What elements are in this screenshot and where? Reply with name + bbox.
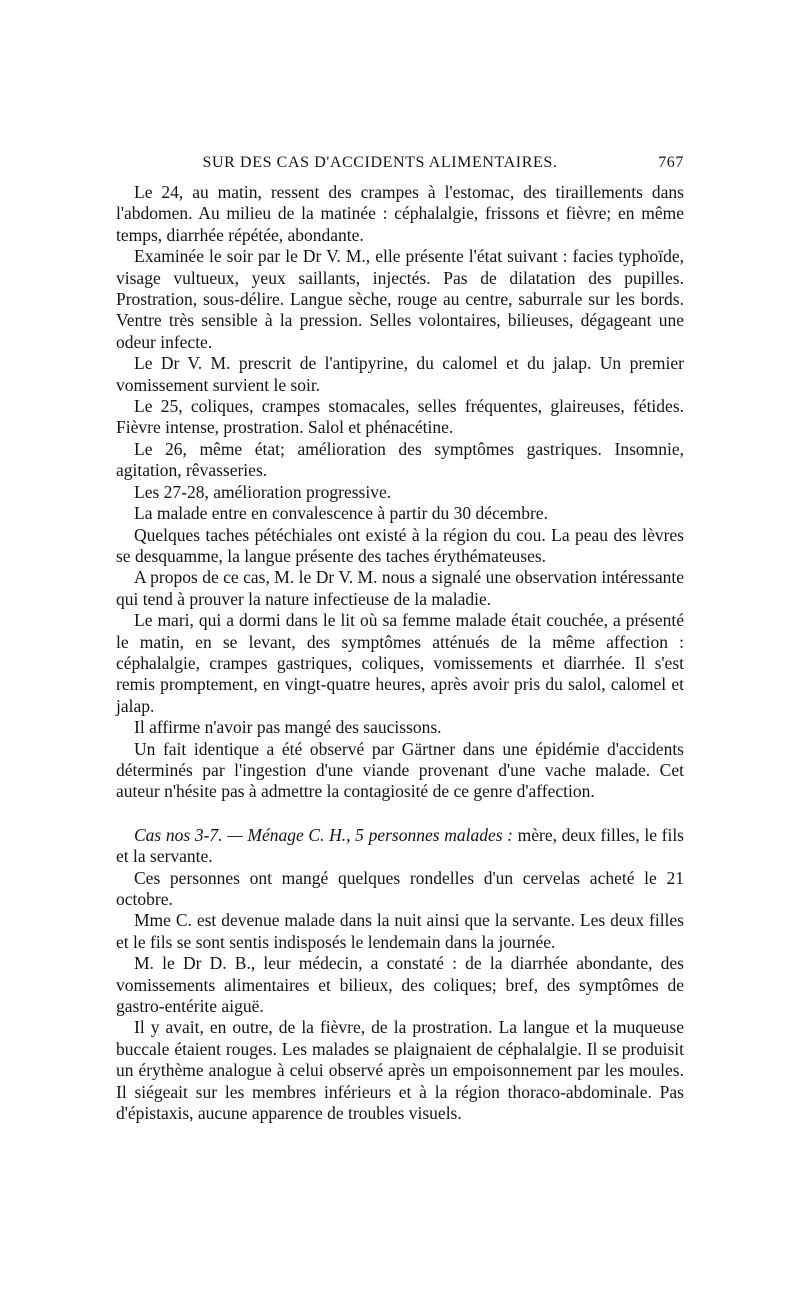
paragraph: Le 24, au matin, ressent des crampes à l'estomac, des tiraillements dans l'abdomen. Au milieu de la matinée : céphalalgie, frissons et fièvre; en même temps, diarrhée répétée, abondante. [116, 182, 684, 245]
section-gap [116, 803, 684, 825]
page-number: 767 [658, 154, 684, 171]
case-heading-rest: mère, deux filles, le fils et la servante. [116, 824, 684, 867]
paragraph: Il affirme n'avoir pas mangé des saucissons. [134, 717, 442, 738]
paragraph: Un fait identique a été observé par Gärtner dans une épidémie d'accidents déterminés par l'ingestion d'une viande provenant d'une vache malade. Cet auteur n'hésite pas à admettre la contagiosité de ce genre d'affection. [116, 738, 684, 802]
paragraph: Il y avait, en outre, de la fièvre, de la prostration. La langue et la muqueuse buccale étaient rouges. Les malades se plaignaient de céphalalgie. Il se produisit un érythème analogue à celui observé après un empoisonnement par les moules. Il siégeait sur les membres inférieurs et à la région thoraco-abdominale. Pas d'épistaxis, aucune apparence de troubles visuels. [116, 1017, 684, 1124]
paragraph: A propos de ce cas, M. le Dr V. M. nous a signalé une observation intéressante qui tend à prouver la nature infectieuse de la maladie. [116, 567, 684, 609]
paragraph: Le 25, coliques, crampes stomacales, selles fréquentes, glaireuses, fétides. Fièvre intense, prostration. Salol et phénacétine. [116, 396, 684, 438]
book-page [116, 152, 684, 1124]
case-heading: Cas nos 3-7. — Ménage C. H., 5 personnes malades : [134, 824, 513, 845]
paragraph: Examinée le soir par le Dr V. M., elle présente l'état suivant : facies typhoïde, visage vultueux, yeux saillants, injectés. Pas de dilatation des pupilles. Prostration, sous-délire. Langue sèche, rouge au centre, saburrale sur les bords. Ventre très sensible à la pression. Selles volontaires, bilieuses, dégageant une odeur infecte. [116, 246, 684, 352]
running-head [116, 152, 684, 176]
paragraph: Les 27-28, amélioration progressive. [134, 481, 392, 502]
paragraph: Le 26, même état; amélioration des symptômes gastriques. Insomnie, agitation, rêvasseries. [116, 438, 684, 481]
running-title: SUR DES CAS D'ACCIDENTS ALIMENTAIRES. [202, 154, 558, 171]
case-paragraph [116, 825, 684, 868]
paragraph: Mme C. est devenue malade dans la nuit ainsi que la servante. Les deux filles et le fils se sont sentis indisposés le lendemain dans la journée. [116, 910, 684, 952]
paragraph: La malade entre en convalescence à partir du 30 décembre. [134, 503, 548, 524]
paragraph: Le Dr V. M. prescrit de l'antipyrine, du calomel et du jalap. Un premier vomissement survient le soir. [116, 353, 684, 395]
paragraph: M. le Dr D. B., leur médecin, a constaté : de la diarrhée abondante, des vomissements alimentaires et bilieux, des coliques; bref, des symptômes de gastro-entérite aiguë. [116, 953, 684, 1017]
paragraph: Quelques taches pétéchiales ont existé à la région du cou. La peau des lèvres se desquamme, la langue présente des taches érythémateuses. [116, 524, 684, 566]
paragraph: Ces personnes ont mangé quelques rondelles d'un cervelas acheté le 21 octobre. [116, 867, 684, 909]
paragraph: Le mari, qui a dormi dans le lit où sa femme malade était couchée, a présenté le matin, en se levant, des symptômes atténués de la même affection : céphalalgie, crampes gastriques, coliques, vomissements et diarrhée. Il s'est remis promptement, en vingt-quatre heures, après avoir pris du salol, calomel et jalap. [116, 610, 684, 716]
